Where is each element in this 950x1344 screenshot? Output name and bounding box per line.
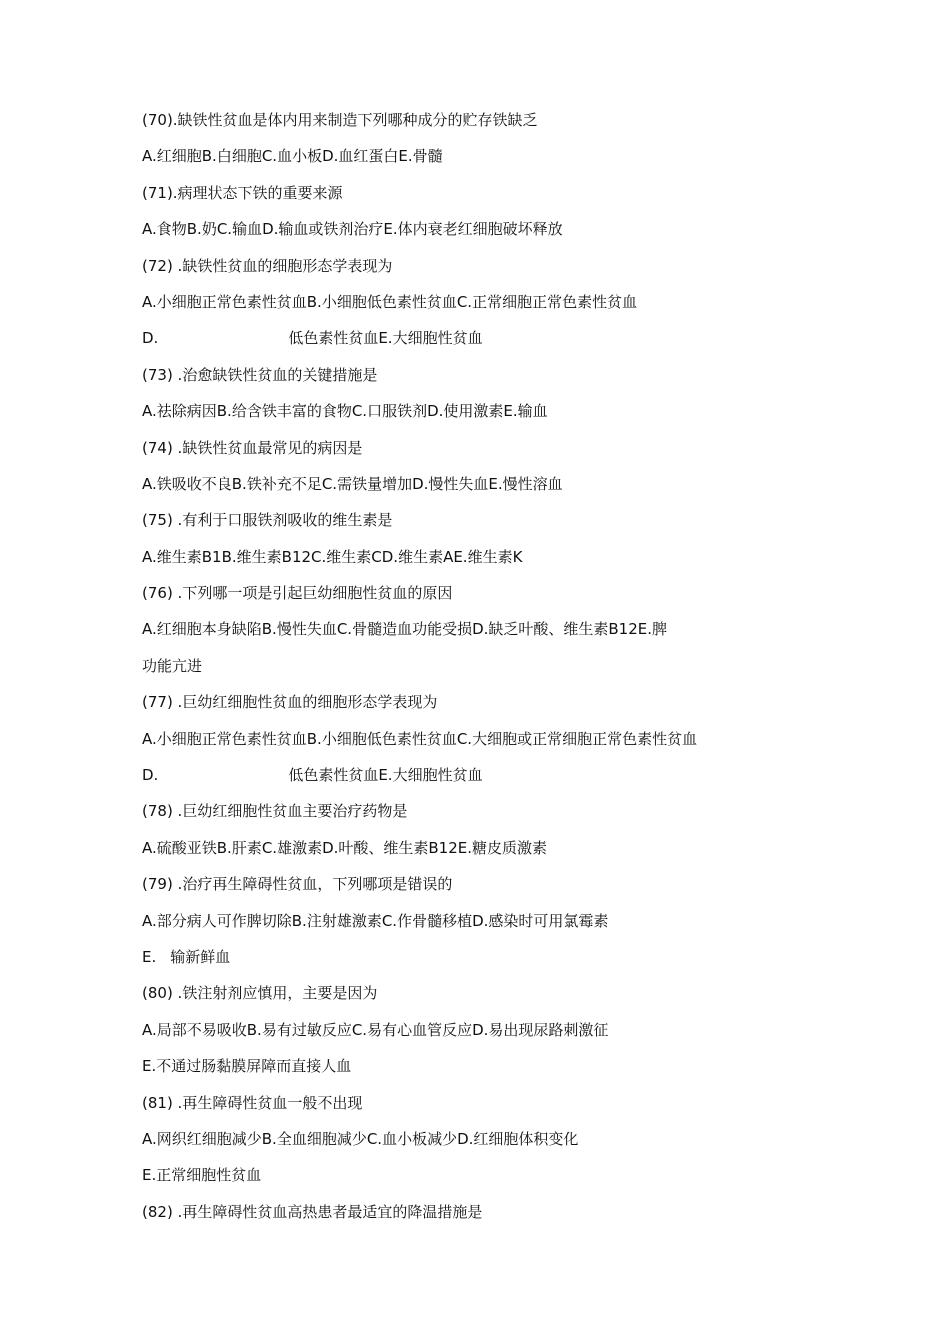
options-71: A.食物B.奶C.输血D.输血或铁剂治疗E.体内衰老红细胞破坏释放: [142, 220, 563, 239]
question-75: (75) .有利于口服铁剂吸收的维生素是: [142, 511, 393, 530]
question-79: (79) .治疗再生障碍性贫血，下列哪项是错误的: [142, 875, 453, 894]
options-76-continued: 功能亢进: [142, 656, 203, 675]
options-79-continued: [142, 943, 842, 979]
option-d-prefix: D.: [142, 329, 159, 348]
options-77-continued: [142, 761, 842, 797]
options-81-continued: E.正常细胞性贫血: [142, 1166, 262, 1185]
question-80: (80) .铁注射剂应慎用，主要是因为: [142, 984, 378, 1003]
question-73: (73) .治愈缺铁性贫血的关键措施是: [142, 365, 378, 384]
options-80-continued: E.不通过肠黏膜屏障而直接人血: [142, 1057, 352, 1076]
question-list: [142, 106, 842, 1234]
option-d-text: 低色素性贫血E.大细胞性贫血: [288, 329, 483, 348]
options-75: A.维生素B1B.维生素B12C.维生素CD.维生素AE.维生素K: [142, 547, 523, 566]
options-76: A.红细胞本身缺陷B.慢性失血C.骨髓造血功能受损D.缺乏叶酸、维生素B12E.脾: [142, 620, 668, 639]
question-76: (76) .下列哪一项是引起巨幼细胞性贫血的原因: [142, 584, 453, 603]
question-70: (70).缺铁性贫血是体内用来制造下列哪种成分的贮存铁缺乏: [142, 111, 538, 129]
question-81: (81) .再生障碍性贫血一般不出现: [142, 1093, 363, 1112]
question-77: (77) .巨幼红细胞性贫血的细胞形态学表现为: [142, 693, 438, 712]
options-81: A.网织红细胞减少B.全血细胞减少C.血小板减少D.红细胞体积变化: [142, 1129, 579, 1148]
options-80: A.局部不易吸收B.易有过敏反应C.易有心血管反应D.易出现尿路刺激征: [142, 1020, 609, 1039]
option-d-prefix: D.: [142, 766, 159, 785]
question-82: (82) .再生障碍性贫血高热患者最适宜的降温措施是: [142, 1202, 483, 1221]
options-70: A.红细胞B.白细胞C.血小板D.血红蛋白E.骨髓: [142, 147, 443, 166]
option-d-text: 低色素性贫血E.大细胞性贫血: [288, 766, 483, 785]
question-71: (71).病理状态下铁的重要来源: [142, 183, 343, 202]
question-72: (72) .缺铁性贫血的细胞形态学表现为: [142, 256, 393, 275]
option-e-text: 输新鲜血: [170, 947, 231, 966]
options-77: A.小细胞正常色素性贫血B.小细胞低色素性贫血C.大细胞或正常细胞正常色素性贫血: [142, 729, 698, 748]
question-78: (78) .巨幼红细胞性贫血主要治疗药物是: [142, 802, 408, 821]
question-74: (74) .缺铁性贫血最常见的病因是: [142, 438, 363, 457]
option-e-prefix: E.: [142, 947, 157, 966]
options-79: A.部分病人可作脾切除B.注射雄激素C.作骨髓移植D.感染时可用氯霉素: [142, 911, 609, 930]
options-74: A.铁吸收不良B.铁补充不足C.需铁量增加D.慢性失血E.慢性溶血: [142, 474, 563, 493]
options-73: A.祛除病因B.给含铁丰富的食物C.口服铁剂D.使用激素E.输血: [142, 402, 548, 421]
options-78: A.硫酸亚铁B.肝素C.雄激素D.叶酸、维生素B12E.糖皮质激素: [142, 838, 548, 857]
options-72: A.小细胞正常色素性贫血B.小细胞低色素性贫血C.正常细胞正常色素性贫血: [142, 292, 638, 311]
options-72-continued: [142, 324, 842, 360]
